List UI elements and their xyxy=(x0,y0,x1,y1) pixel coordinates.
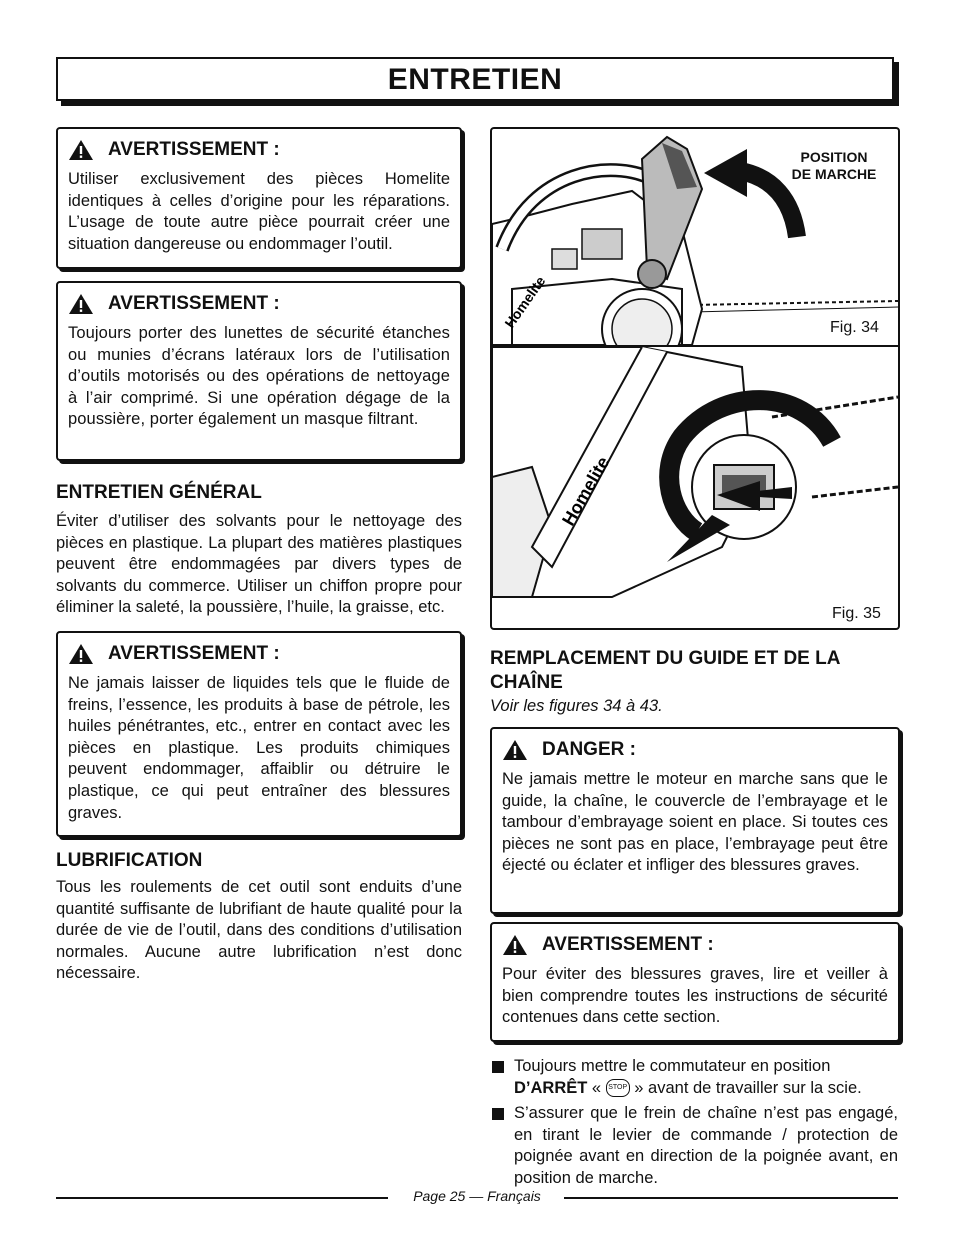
bullet-text: S’assurer que le frein de chaîne n’est pas engagé, en tirant le levier de commande / protection de poignée avant en direction de la poignée avant, en position de marche. xyxy=(514,1104,898,1187)
bullet-square-icon xyxy=(492,1108,504,1120)
warning-triangle-icon xyxy=(68,139,94,161)
bullet-text-post: » avant de travailler sur la scie. xyxy=(629,1078,862,1097)
danger-title: DANGER : xyxy=(542,739,636,760)
warning-title: AVERTISSEMENT : xyxy=(542,934,714,955)
danger-text: Ne jamais mettre le moteur en marche sans que le guide, la chaîne, le couvercle de l’embrayage et le tambour d’embrayage soient en place. Si toutes ces pièces ne sont pas en place, l’embrayage peut être éjecté ou éclater et infliger des blessures graves. xyxy=(502,770,888,875)
warning-triangle-icon xyxy=(68,643,94,665)
page-number: Page 25 — Français xyxy=(413,1188,541,1204)
warning-title: AVERTISSEMENT : xyxy=(108,139,280,160)
section-text: Tous les roulements de cet outil sont enduits d’une quantité suffisante de lubrifiant de haute qualité pour la durée de vie de l’outil, dans des conditions d’utilisation normales. Aucune autre lubrification n’est donc nécessaire. xyxy=(56,877,462,983)
danger-box xyxy=(490,727,900,914)
bullet-list xyxy=(490,1056,898,1190)
page-title: ENTRETIEN xyxy=(387,63,563,96)
warning-header xyxy=(502,934,888,956)
figure-35 xyxy=(492,347,898,630)
position-label xyxy=(784,149,884,183)
stop-switch-icon: STOP xyxy=(606,1079,630,1097)
warning-header xyxy=(68,293,450,315)
page-footer xyxy=(56,1188,898,1208)
warning-box-instructions xyxy=(490,922,900,1042)
warning-title: AVERTISSEMENT : xyxy=(108,642,280,664)
section-general xyxy=(56,481,462,619)
position-label-line1: POSITION xyxy=(800,149,868,165)
section-lubrication xyxy=(56,849,462,985)
list-item xyxy=(490,1103,898,1189)
warning-box-parts xyxy=(56,127,462,269)
warning-triangle-icon xyxy=(68,293,94,315)
figure-34 xyxy=(492,129,898,345)
footer-rule-right xyxy=(564,1197,898,1199)
brand-logo: Homelite xyxy=(501,273,549,331)
section-text: Éviter d’utiliser des solvants pour le nettoyage des pièces en plastique. La plupart des matières plastiques peuvent être endommagées par divers types de solvants du commerce. Utiliser un chiffon propre pour éliminer la saleté, la poussière, l’huile, la graisse, etc. xyxy=(56,512,462,617)
brand-logo: Homelite xyxy=(558,453,614,529)
page-title-bar xyxy=(56,57,894,101)
bullet-square-icon xyxy=(492,1061,504,1073)
figure-caption: Fig. 34 xyxy=(830,319,879,336)
warning-triangle-icon xyxy=(502,739,528,761)
warning-text: Utiliser exclusivement des pièces Homelite identiques à celles d’origine pour les réparations. L’usage de toute autre pièce pourrait créer une situation dangereuse ou endommager l’outil. xyxy=(68,170,450,253)
warning-text: Pour éviter des blessures graves, lire et veiller à bien comprendre toutes les instructions de sécurité contenues dans cette section. xyxy=(502,965,888,1027)
warning-header xyxy=(68,643,450,665)
section-title: LUBRIFICATION xyxy=(56,849,203,871)
warning-text: Toujours porter des lunettes de sécurité étanches ou munies d’écrans latéraux lors de l’utilisation d’outils motorisés ou des opérations de nettoyage à l’air comprimé. Si une opération dégage de la poussière, porter également un masque filtrant. xyxy=(68,324,450,429)
section-replacement xyxy=(490,647,900,717)
warning-title: AVERTISSEMENT : xyxy=(108,293,280,314)
bullet-text-mid: « xyxy=(587,1078,606,1097)
section-title: ENTRETIEN GÉNÉRAL xyxy=(56,482,262,503)
chainsaw-illustration-fig35 xyxy=(492,347,898,630)
warning-triangle-icon xyxy=(502,934,528,956)
bullet-text xyxy=(514,1056,862,1099)
bullet-text-bold: D’ARRÊT xyxy=(514,1078,588,1097)
warning-header xyxy=(68,139,450,161)
list-item xyxy=(490,1056,898,1099)
warning-text: Ne jamais laisser de liquides tels que le fluide de freins, l’essence, les produits à base de pétrole, les huiles pénétrantes, etc., entrer en contact avec les pièces en plastique. Les produits chimiques peuvent endommager, affaiblir ou détruire le plastique, ce qui peut entraîner des blessures graves. xyxy=(68,673,450,822)
right-column xyxy=(490,127,900,1194)
left-column xyxy=(56,127,462,985)
danger-header xyxy=(502,739,888,761)
figures-frame xyxy=(490,127,900,630)
position-label-line2: DE MARCHE xyxy=(791,166,877,182)
warning-box-goggles xyxy=(56,281,462,461)
figure-caption: Fig. 35 xyxy=(832,605,881,622)
warning-box-liquids xyxy=(56,631,462,837)
bullet-text-pre: Toujours mettre le commutateur en position xyxy=(514,1057,831,1075)
section-title: REMPLACEMENT DU GUIDE ET DE LA CHAÎNE xyxy=(490,648,840,693)
section-subtitle: Voir les figures 34 à 43. xyxy=(490,697,663,715)
